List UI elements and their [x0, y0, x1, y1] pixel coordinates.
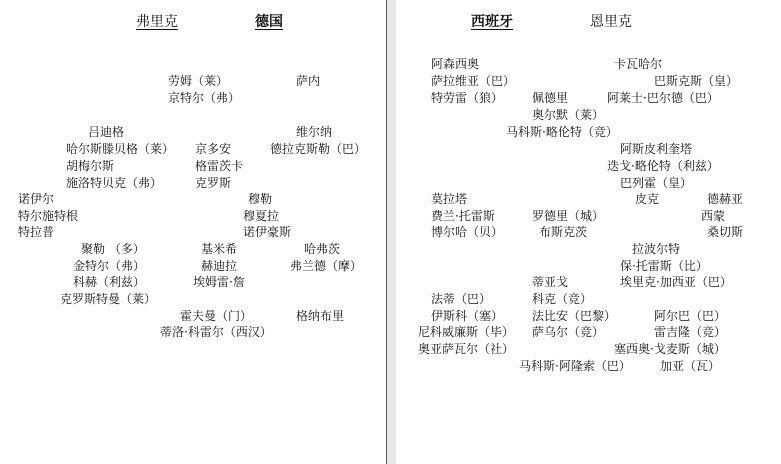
- spain-player: 萨拉维亚（巴）: [431, 74, 516, 88]
- germany-team-name: 德国: [255, 14, 283, 30]
- spain-player: 罗德里（城）: [532, 209, 605, 223]
- spain-player: 法蒂（巴）: [431, 292, 492, 306]
- spain-player: 保·托雷斯（比）: [620, 259, 708, 273]
- spain-player: 埃里克·加西亚（巴）: [620, 275, 732, 289]
- germany-player: 德拉克斯勒（巴）: [270, 142, 367, 156]
- spain-player: 西蒙: [701, 209, 726, 223]
- germany-coach-name: 弗里克: [136, 14, 178, 30]
- spain-player: 阿莱士·巴尔德（巴）: [607, 91, 719, 105]
- spain-player: 塞西奥·戈麦斯（城）: [614, 342, 726, 356]
- spain-player: 雷吉隆（竞）: [654, 325, 727, 339]
- germany-player: 金特尔（弗）: [73, 259, 146, 273]
- spain-player: 博尔哈（贝）: [431, 225, 504, 239]
- germany-player: 基米希: [201, 242, 238, 256]
- germany-player: 京特尔（弗）: [168, 91, 241, 105]
- spain-player: 佩德里: [532, 91, 569, 105]
- spain-player: 拉波尔特: [632, 242, 681, 256]
- spain-player: 迭戈·略伦特（利兹）: [607, 159, 719, 173]
- spain-player: 科克（竞）: [532, 292, 593, 306]
- germany-player: 特尔施特根: [18, 209, 79, 223]
- germany-player: 弗兰德（摩）: [290, 259, 363, 273]
- spain-player: 法比安（巴黎）: [532, 309, 617, 323]
- germany-player: 穆勒: [248, 192, 273, 206]
- germany-player: 赫迪拉: [201, 259, 238, 273]
- germany-player: 诺伊豪斯: [243, 225, 292, 239]
- spain-player: 卡瓦哈尔: [614, 57, 663, 71]
- germany-player: 埃姆雷·詹: [193, 275, 245, 289]
- spain-player: 桑切斯: [707, 225, 744, 239]
- spain-player: 费兰·托雷斯: [431, 209, 495, 223]
- germany-player: 哈弗茨: [304, 242, 341, 256]
- germany-player: 施洛特贝克（弗）: [66, 176, 163, 190]
- spain-player: 布斯克茨: [539, 225, 588, 239]
- spain-player: 特劳雷（狼）: [431, 91, 504, 105]
- spain-team-name: 西班牙: [471, 14, 513, 30]
- spain-player: 莫拉塔: [431, 192, 468, 206]
- germany-player: 诺伊尔: [18, 192, 55, 206]
- spain-player: 阿斯皮利奎塔: [620, 142, 693, 156]
- germany-player: 克罗斯: [195, 176, 232, 190]
- germany-player: 蒂洛·科雷尔（西汉）: [160, 325, 272, 339]
- germany-player: 聚勒 （多）: [81, 242, 145, 256]
- germany-player: 格雷茨卡: [195, 159, 244, 173]
- germany-player: 克罗斯特曼（莱）: [60, 292, 157, 306]
- germany-player: 科赫（利兹）: [73, 275, 146, 289]
- spain-player: 蒂亚戈: [532, 275, 569, 289]
- germany-player: 维尔纳: [296, 125, 333, 139]
- germany-player: 吕迪格: [88, 125, 125, 139]
- germany-player: 格纳布里: [296, 309, 345, 323]
- spain-player: 萨乌尔（竞）: [532, 325, 605, 339]
- spain-player: 巴列霍（皇）: [620, 176, 693, 190]
- panel-divider: [386, 0, 387, 464]
- spain-player: 马科斯·阿隆索（巴）: [519, 359, 631, 373]
- germany-player: 特拉普: [18, 225, 55, 239]
- germany-player: 京多安: [195, 142, 232, 156]
- spain-player: 马科斯·略伦特（竞）: [506, 125, 618, 139]
- spain-player: 伊斯科（塞）: [431, 309, 504, 323]
- germany-player: 劳姆（莱）: [168, 74, 229, 88]
- spain-player: 尼科威廉斯（毕）: [418, 325, 515, 339]
- spain-panel: [396, 0, 781, 464]
- germany-player: 穆夏拉: [243, 209, 280, 223]
- spain-player: 德赫亚: [707, 192, 744, 206]
- germany-player: 胡梅尔斯: [66, 159, 115, 173]
- spain-coach-name: 恩里克: [590, 14, 632, 30]
- spain-player: 奥亚萨瓦尔（社）: [418, 342, 515, 356]
- spain-player: 皮克: [635, 192, 660, 206]
- germany-player: 霍夫曼（门）: [180, 309, 253, 323]
- spain-player: 巴斯克斯（皇）: [654, 74, 739, 88]
- germany-panel: [0, 0, 386, 464]
- spain-player: 阿尔巴（巴）: [654, 309, 727, 323]
- spain-player: 奥尔默（莱）: [532, 108, 605, 122]
- spain-player: 加亚（瓦）: [660, 359, 721, 373]
- germany-player: 萨内: [296, 74, 321, 88]
- spain-player: 阿森西奥: [431, 57, 480, 71]
- germany-player: 哈尔斯滕贝格（莱）: [66, 142, 175, 156]
